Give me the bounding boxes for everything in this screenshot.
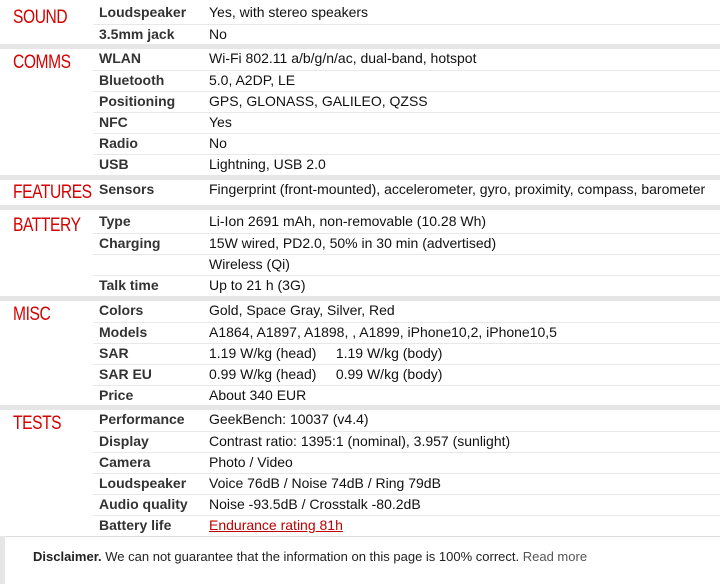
spec-value: Photo / Video [209, 454, 293, 470]
spec-value: No [209, 26, 227, 42]
spec-row-colors [93, 301, 720, 322]
section-title-battery: BATTERY [13, 215, 81, 236]
spec-label: NFC [99, 114, 128, 130]
spec-label: Camera [99, 454, 151, 470]
spec-value: GPS, GLONASS, GALILEO, QZSS [209, 93, 428, 109]
spec-row-sar-eu [93, 364, 720, 385]
spec-row-display [93, 431, 720, 452]
spec-row-sar [93, 343, 720, 364]
spec-label: Sensors [99, 181, 155, 197]
spec-row-talk-time [93, 275, 720, 296]
spec-value: Wireless (Qi) [209, 256, 290, 272]
section-title-tests: TESTS [13, 413, 62, 434]
spec-row-radio [93, 133, 720, 154]
spec-label: Colors [99, 302, 144, 318]
spec-label: Performance [99, 411, 185, 427]
disclaimer-label: Disclaimer. [33, 549, 102, 564]
spec-label: 3.5mm jack [99, 26, 175, 42]
section-features [0, 180, 720, 204]
spec-value: Yes [209, 114, 232, 130]
spec-label: Price [99, 387, 134, 403]
spec-label: Loudspeaker [99, 4, 187, 20]
spec-value: 15W wired, PD2.0, 50% in 30 min (advertised) [209, 235, 497, 251]
spec-row-type [93, 212, 720, 233]
spec-value: Noise -93.5dB / Crosstalk -80.2dB [209, 496, 421, 512]
spec-label: SAR EU [99, 366, 152, 382]
section-title-misc: MISC [13, 304, 51, 325]
read-more-link[interactable]: Read more [522, 549, 588, 564]
spec-value: Gold, Space Gray, Silver, Red [209, 302, 395, 318]
spec-value: 5.0, A2DP, LE [209, 72, 296, 88]
spec-value: A1864, A1897, A1898, , A1899, iPhone10,2, iPhone10,5 [209, 324, 557, 340]
spec-row-charging-wireless [93, 254, 720, 275]
spec-label: Battery life [99, 517, 172, 533]
spec-row-price [93, 385, 720, 406]
section-misc [0, 301, 720, 406]
spec-label: Type [99, 213, 131, 229]
spec-value: Up to 21 h (3G) [209, 277, 306, 293]
spec-row-positioning [93, 91, 720, 112]
spec-row-loudspeaker [93, 3, 720, 24]
disclaimer-text [33, 549, 587, 564]
spec-row-usb [93, 154, 720, 175]
spec-row-camera [93, 452, 720, 473]
spec-value: GeekBench: 10037 (v4.4) [209, 411, 369, 427]
spec-value: 1.19 W/kg (head) 1.19 W/kg (body) [209, 345, 443, 361]
spec-value: Yes, with stereo speakers [209, 4, 369, 20]
spec-row-wlan [93, 49, 720, 70]
section-title-comms: COMMS [13, 52, 71, 73]
spec-row-loudspeaker-test [93, 473, 720, 494]
spec-label: USB [99, 156, 129, 172]
spec-value: Contrast ratio: 1395:1 (nominal), 3.957 (sunlight) [209, 433, 511, 449]
spec-label: WLAN [99, 50, 141, 66]
spec-label: SAR [99, 345, 129, 361]
spec-value: Li-Ion 2691 mAh, non-removable (10.28 Wh) [209, 213, 487, 229]
spec-label: Bluetooth [99, 72, 165, 88]
spec-label: Audio quality [99, 496, 188, 512]
endurance-rating-link[interactable]: Endurance rating 81h [209, 517, 343, 533]
disclaimer-footer [5, 536, 720, 584]
section-title-features: FEATURES [13, 182, 92, 203]
spec-row-models [93, 322, 720, 343]
spec-row-bluetooth [93, 70, 720, 91]
spec-value: Voice 76dB / Noise 74dB / Ring 79dB [209, 475, 441, 491]
section-battery [0, 210, 720, 297]
section-title-sound: SOUND [13, 7, 68, 28]
spec-label: Radio [99, 135, 138, 151]
spec-value: 0.99 W/kg (head) 0.99 W/kg (body) [209, 366, 443, 382]
spec-label: Talk time [99, 277, 159, 293]
disclaimer-body: We can not guarantee that the information on this page is 100% correct. [101, 549, 523, 564]
spec-label: Loudspeaker [99, 475, 187, 491]
spec-label: Display [99, 433, 149, 449]
spec-row-sensors [93, 180, 720, 201]
spec-row-battery-life [93, 515, 720, 536]
spec-value: Lightning, USB 2.0 [209, 156, 326, 172]
section-sound [0, 0, 720, 46]
section-tests [0, 410, 720, 536]
spec-row-audio-quality [93, 494, 720, 515]
spec-value: Wi-Fi 802.11 a/b/g/n/ac, dual-band, hotspot [209, 50, 477, 66]
spec-row-nfc [93, 112, 720, 133]
spec-value [209, 517, 343, 533]
spec-value: No [209, 135, 227, 151]
spec-label: Charging [99, 235, 161, 251]
spec-row-jack [93, 24, 720, 45]
spec-label: Positioning [99, 93, 176, 109]
spec-value: About 340 EUR [209, 387, 307, 403]
spec-label: Models [99, 324, 148, 340]
spec-value: Fingerprint (front-mounted), accelerometer, gyro, proximity, compass, barometer [209, 181, 706, 197]
section-comms [0, 49, 720, 176]
spec-row-performance [93, 410, 720, 431]
spec-row-charging [93, 233, 720, 254]
